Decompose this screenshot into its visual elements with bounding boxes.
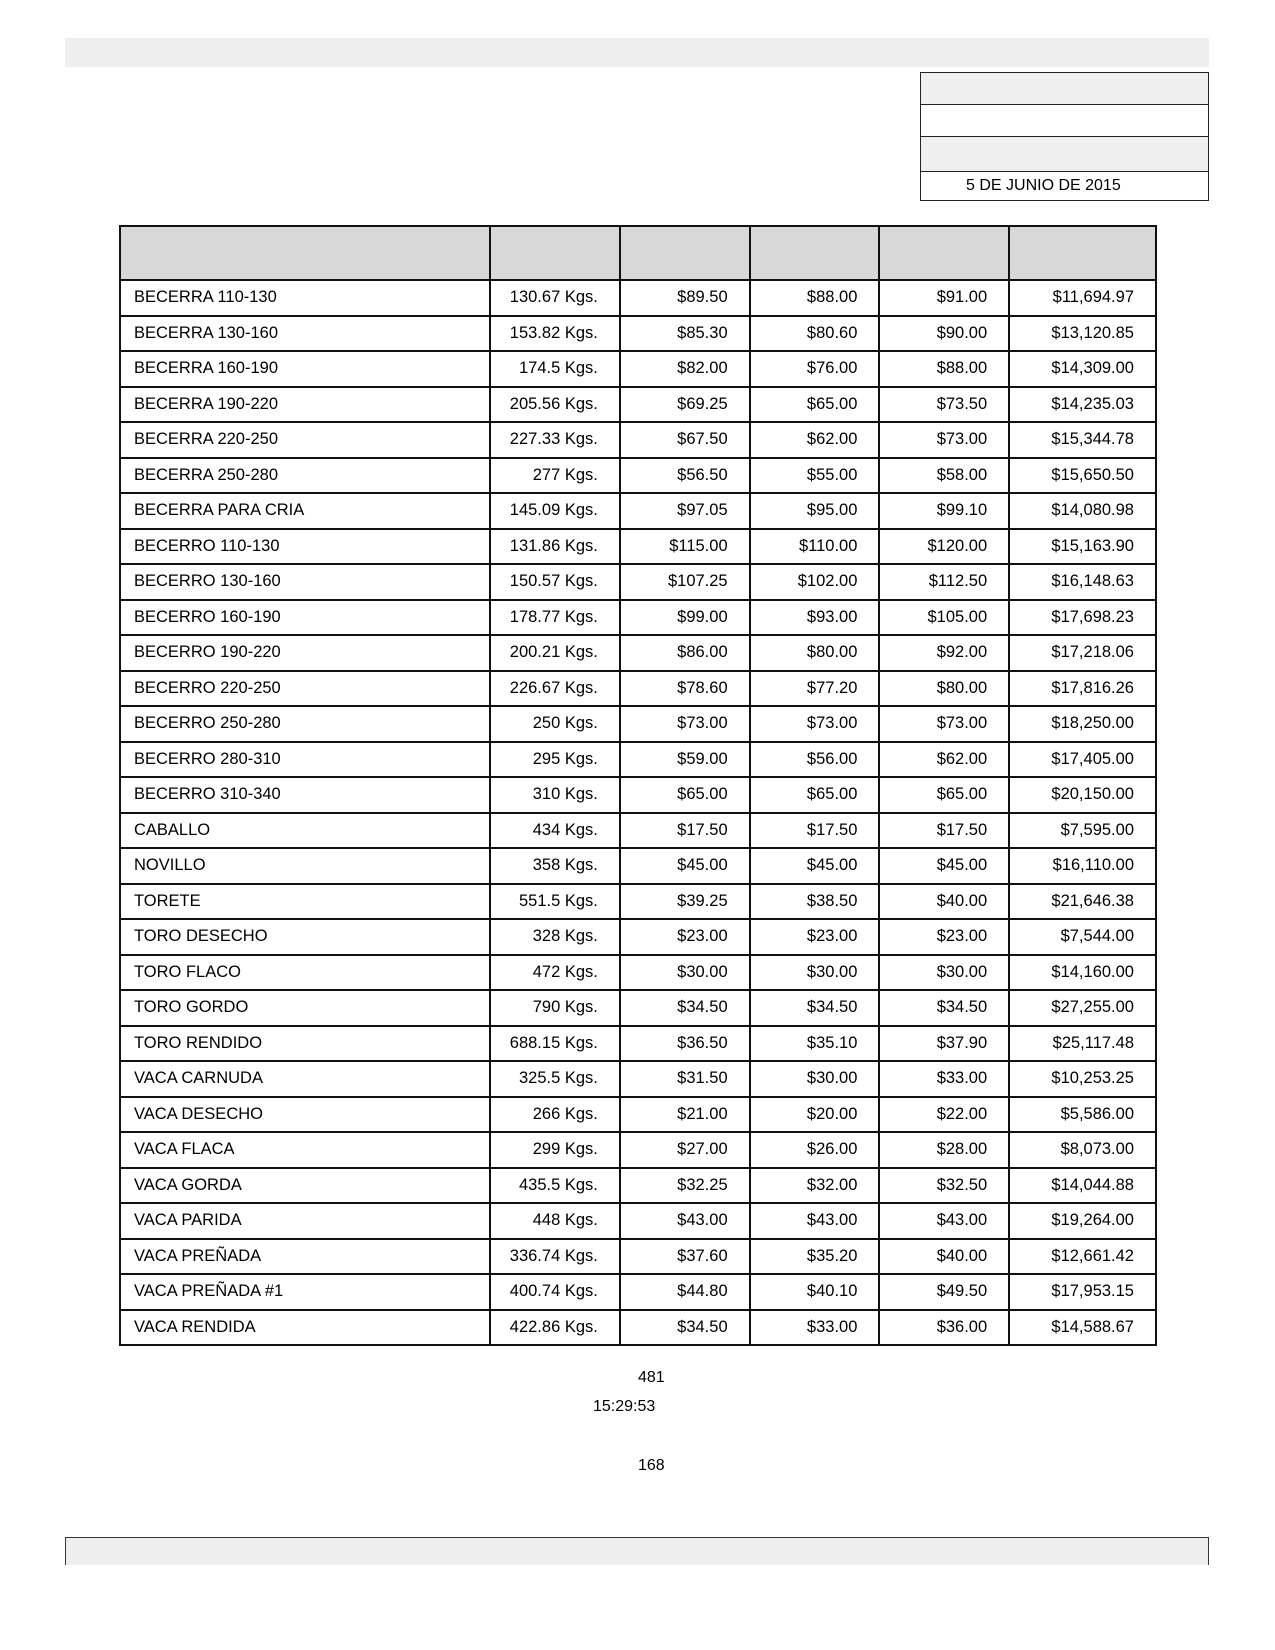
cell-avg: $73.00 [620, 706, 750, 742]
cell-weight: 205.56 Kgs. [490, 387, 620, 423]
table-row [120, 493, 1156, 529]
cell-name: VACA PREÑADA #1 [120, 1274, 490, 1310]
cell-weight: 422.86 Kgs. [490, 1310, 620, 1346]
cell-name: BECERRA 190-220 [120, 387, 490, 423]
cell-name: BECERRO 190-220 [120, 635, 490, 671]
cell-name: BECERRA 110-130 [120, 280, 490, 316]
cell-total: $7,595.00 [1009, 813, 1156, 849]
cell-avg: $37.60 [620, 1239, 750, 1275]
cell-weight: 790 Kgs. [490, 990, 620, 1026]
cell-total: $21,646.38 [1009, 884, 1156, 920]
table-row [120, 813, 1156, 849]
cell-avg: $59.00 [620, 742, 750, 778]
cell-weight: 328 Kgs. [490, 919, 620, 955]
table-row [120, 1168, 1156, 1204]
table-row [120, 1097, 1156, 1133]
table-row [120, 1239, 1156, 1275]
cell-weight: 130.67 Kgs. [490, 280, 620, 316]
cell-min: $80.00 [750, 635, 880, 671]
table-row [120, 280, 1156, 316]
cell-total: $7,544.00 [1009, 919, 1156, 955]
cell-min: $65.00 [750, 777, 880, 813]
cell-avg: $32.25 [620, 1168, 750, 1204]
cell-total: $16,110.00 [1009, 848, 1156, 884]
cell-min: $88.00 [750, 280, 880, 316]
table-row [120, 635, 1156, 671]
cell-weight: 299 Kgs. [490, 1132, 620, 1168]
cell-min: $56.00 [750, 742, 880, 778]
table-row [120, 955, 1156, 991]
cell-total: $17,816.26 [1009, 671, 1156, 707]
info-row-2 [921, 105, 1208, 137]
table-row [120, 387, 1156, 423]
cell-avg: $89.50 [620, 280, 750, 316]
page-header-bar [65, 38, 1209, 67]
cell-min: $33.00 [750, 1310, 880, 1346]
cell-weight: 435.5 Kgs. [490, 1168, 620, 1204]
cell-weight: 688.15 Kgs. [490, 1026, 620, 1062]
cell-name: VACA RENDIDA [120, 1310, 490, 1346]
cell-max: $73.00 [879, 706, 1009, 742]
cell-max: $17.50 [879, 813, 1009, 849]
cell-avg: $115.00 [620, 529, 750, 565]
cell-name: BECERRO 130-160 [120, 564, 490, 600]
cell-max: $43.00 [879, 1203, 1009, 1239]
cell-avg: $67.50 [620, 422, 750, 458]
cell-name: BECERRA 130-160 [120, 316, 490, 352]
cell-avg: $21.00 [620, 1097, 750, 1133]
cell-name: TORO RENDIDO [120, 1026, 490, 1062]
cell-weight: 310 Kgs. [490, 777, 620, 813]
cell-max: $62.00 [879, 742, 1009, 778]
cell-weight: 472 Kgs. [490, 955, 620, 991]
cell-avg: $39.25 [620, 884, 750, 920]
cell-avg: $99.00 [620, 600, 750, 636]
cell-weight: 400.74 Kgs. [490, 1274, 620, 1310]
cell-weight: 174.5 Kgs. [490, 351, 620, 387]
cell-min: $17.50 [750, 813, 880, 849]
cell-min: $32.00 [750, 1168, 880, 1204]
table-row [120, 1061, 1156, 1097]
cell-max: $45.00 [879, 848, 1009, 884]
cell-max: $36.00 [879, 1310, 1009, 1346]
table-row [120, 564, 1156, 600]
cell-name: BECERRA 160-190 [120, 351, 490, 387]
cell-name: TORO DESECHO [120, 919, 490, 955]
cell-min: $45.00 [750, 848, 880, 884]
report-info-box [920, 72, 1209, 201]
cell-avg: $27.00 [620, 1132, 750, 1168]
table-row [120, 1310, 1156, 1346]
cell-name: BECERRO 250-280 [120, 706, 490, 742]
cell-max: $28.00 [879, 1132, 1009, 1168]
cell-weight: 153.82 Kgs. [490, 316, 620, 352]
cell-weight: 226.67 Kgs. [490, 671, 620, 707]
cell-weight: 150.57 Kgs. [490, 564, 620, 600]
cell-weight: 266 Kgs. [490, 1097, 620, 1133]
timestamp: 15:29:53 [593, 1398, 656, 1415]
table-row [120, 1203, 1156, 1239]
cell-min: $93.00 [750, 600, 880, 636]
cell-max: $37.90 [879, 1026, 1009, 1062]
cell-min: $65.00 [750, 387, 880, 423]
cell-total: $14,160.00 [1009, 955, 1156, 991]
cell-avg: $78.60 [620, 671, 750, 707]
cell-total: $27,255.00 [1009, 990, 1156, 1026]
cell-avg: $44.80 [620, 1274, 750, 1310]
column-header-total [1009, 226, 1156, 280]
cell-total: $17,698.23 [1009, 600, 1156, 636]
cell-avg: $65.00 [620, 777, 750, 813]
column-header-weight [490, 226, 620, 280]
cell-min: $35.10 [750, 1026, 880, 1062]
cell-total: $14,235.03 [1009, 387, 1156, 423]
cell-total: $14,044.88 [1009, 1168, 1156, 1204]
page-footer-bar [65, 1537, 1209, 1565]
cell-max: $23.00 [879, 919, 1009, 955]
column-header-min [750, 226, 880, 280]
cell-total: $15,344.78 [1009, 422, 1156, 458]
cell-name: BECERRO 310-340 [120, 777, 490, 813]
cell-weight: 551.5 Kgs. [490, 884, 620, 920]
cell-total: $14,080.98 [1009, 493, 1156, 529]
cell-total: $17,953.15 [1009, 1274, 1156, 1310]
cell-name: VACA CARNUDA [120, 1061, 490, 1097]
cell-min: $30.00 [750, 1061, 880, 1097]
cell-total: $14,588.67 [1009, 1310, 1156, 1346]
cell-max: $40.00 [879, 1239, 1009, 1275]
cell-name: BECERRA PARA CRIA [120, 493, 490, 529]
cell-min: $80.60 [750, 316, 880, 352]
cell-min: $95.00 [750, 493, 880, 529]
table-row [120, 1026, 1156, 1062]
cell-total: $10,253.25 [1009, 1061, 1156, 1097]
cell-min: $76.00 [750, 351, 880, 387]
cell-weight: 358 Kgs. [490, 848, 620, 884]
cell-total: $12,661.42 [1009, 1239, 1156, 1275]
cell-total: $19,264.00 [1009, 1203, 1156, 1239]
cell-name: BECERRO 160-190 [120, 600, 490, 636]
cell-avg: $23.00 [620, 919, 750, 955]
cell-name: BECERRO 220-250 [120, 671, 490, 707]
cell-avg: $45.00 [620, 848, 750, 884]
cell-max: $80.00 [879, 671, 1009, 707]
cell-name: BECERRO 280-310 [120, 742, 490, 778]
cell-max: $40.00 [879, 884, 1009, 920]
cell-name: TORO GORDO [120, 990, 490, 1026]
cell-avg: $34.50 [620, 1310, 750, 1346]
cell-weight: 295 Kgs. [490, 742, 620, 778]
cell-name: CABALLO [120, 813, 490, 849]
cell-avg: $56.50 [620, 458, 750, 494]
cell-min: $102.00 [750, 564, 880, 600]
cell-weight: 227.33 Kgs. [490, 422, 620, 458]
cell-weight: 336.74 Kgs. [490, 1239, 620, 1275]
cell-max: $65.00 [879, 777, 1009, 813]
cell-max: $90.00 [879, 316, 1009, 352]
cell-max: $91.00 [879, 280, 1009, 316]
table-row [120, 422, 1156, 458]
cell-max: $88.00 [879, 351, 1009, 387]
cell-max: $58.00 [879, 458, 1009, 494]
info-row-1 [921, 73, 1208, 105]
cell-min: $43.00 [750, 1203, 880, 1239]
cell-avg: $107.25 [620, 564, 750, 600]
cell-min: $38.50 [750, 884, 880, 920]
cell-min: $77.20 [750, 671, 880, 707]
cell-name: NOVILLO [120, 848, 490, 884]
table-row [120, 848, 1156, 884]
cell-name: VACA PARIDA [120, 1203, 490, 1239]
cell-min: $110.00 [750, 529, 880, 565]
table-row [120, 316, 1156, 352]
cell-total: $25,117.48 [1009, 1026, 1156, 1062]
cell-min: $26.00 [750, 1132, 880, 1168]
cell-max: $32.50 [879, 1168, 1009, 1204]
cell-name: VACA FLACA [120, 1132, 490, 1168]
table-row [120, 919, 1156, 955]
table-row [120, 600, 1156, 636]
cell-total: $15,163.90 [1009, 529, 1156, 565]
table-row [120, 351, 1156, 387]
cell-max: $105.00 [879, 600, 1009, 636]
table-row [120, 529, 1156, 565]
cell-min: $23.00 [750, 919, 880, 955]
cell-max: $30.00 [879, 955, 1009, 991]
cell-min: $20.00 [750, 1097, 880, 1133]
cell-max: $99.10 [879, 493, 1009, 529]
cell-name: VACA PREÑADA [120, 1239, 490, 1275]
table-row [120, 706, 1156, 742]
table-row [120, 458, 1156, 494]
cell-max: $92.00 [879, 635, 1009, 671]
cell-max: $73.00 [879, 422, 1009, 458]
cell-avg: $69.25 [620, 387, 750, 423]
cell-weight: 131.86 Kgs. [490, 529, 620, 565]
cell-name: TORO FLACO [120, 955, 490, 991]
cell-total: $20,150.00 [1009, 777, 1156, 813]
cell-name: BECERRA 220-250 [120, 422, 490, 458]
table-row [120, 884, 1156, 920]
report-date: 5 DE JUNIO DE 2015 [966, 177, 1121, 194]
column-header-type [120, 226, 490, 280]
cell-max: $49.50 [879, 1274, 1009, 1310]
cell-total: $15,650.50 [1009, 458, 1156, 494]
cell-min: $62.00 [750, 422, 880, 458]
cell-min: $40.10 [750, 1274, 880, 1310]
cell-name: TORETE [120, 884, 490, 920]
cell-min: $35.20 [750, 1239, 880, 1275]
cell-total: $13,120.85 [1009, 316, 1156, 352]
info-row-3 [921, 137, 1208, 172]
table-body [120, 280, 1156, 1345]
table-row [120, 990, 1156, 1026]
cell-avg: $97.05 [620, 493, 750, 529]
cell-avg: $82.00 [620, 351, 750, 387]
cell-weight: 325.5 Kgs. [490, 1061, 620, 1097]
cell-avg: $36.50 [620, 1026, 750, 1062]
cell-avg: $86.00 [620, 635, 750, 671]
cell-total: $5,586.00 [1009, 1097, 1156, 1133]
cell-weight: 145.09 Kgs. [490, 493, 620, 529]
cell-total: $16,148.63 [1009, 564, 1156, 600]
cell-total: $8,073.00 [1009, 1132, 1156, 1168]
cell-weight: 277 Kgs. [490, 458, 620, 494]
cell-weight: 250 Kgs. [490, 706, 620, 742]
cell-max: $22.00 [879, 1097, 1009, 1133]
cell-max: $73.50 [879, 387, 1009, 423]
cell-weight: 434 Kgs. [490, 813, 620, 849]
record-count: 481 [638, 1369, 665, 1386]
cell-total: $17,405.00 [1009, 742, 1156, 778]
cell-total: $11,694.97 [1009, 280, 1156, 316]
cell-total: $17,218.06 [1009, 635, 1156, 671]
table-row [120, 777, 1156, 813]
cell-avg: $43.00 [620, 1203, 750, 1239]
cell-max: $34.50 [879, 990, 1009, 1026]
column-header-max [879, 226, 1009, 280]
table-row [120, 1274, 1156, 1310]
cell-total: $14,309.00 [1009, 351, 1156, 387]
cell-weight: 200.21 Kgs. [490, 635, 620, 671]
column-header-average [620, 226, 750, 280]
cell-weight: 448 Kgs. [490, 1203, 620, 1239]
cell-name: VACA DESECHO [120, 1097, 490, 1133]
cell-weight: 178.77 Kgs. [490, 600, 620, 636]
cell-min: $73.00 [750, 706, 880, 742]
table-row [120, 1132, 1156, 1168]
cell-min: $34.50 [750, 990, 880, 1026]
page-number: 168 [638, 1457, 665, 1474]
table-row [120, 742, 1156, 778]
cell-min: $30.00 [750, 955, 880, 991]
cell-total: $18,250.00 [1009, 706, 1156, 742]
cell-max: $33.00 [879, 1061, 1009, 1097]
cell-name: VACA GORDA [120, 1168, 490, 1204]
cell-max: $112.50 [879, 564, 1009, 600]
cell-avg: $31.50 [620, 1061, 750, 1097]
price-table [119, 225, 1157, 1346]
cell-min: $55.00 [750, 458, 880, 494]
cell-avg: $17.50 [620, 813, 750, 849]
table-header-row [120, 226, 1156, 280]
cell-avg: $30.00 [620, 955, 750, 991]
cell-avg: $85.30 [620, 316, 750, 352]
cell-name: BECERRO 110-130 [120, 529, 490, 565]
cell-avg: $34.50 [620, 990, 750, 1026]
cell-max: $120.00 [879, 529, 1009, 565]
table-row [120, 671, 1156, 707]
cell-name: BECERRA 250-280 [120, 458, 490, 494]
